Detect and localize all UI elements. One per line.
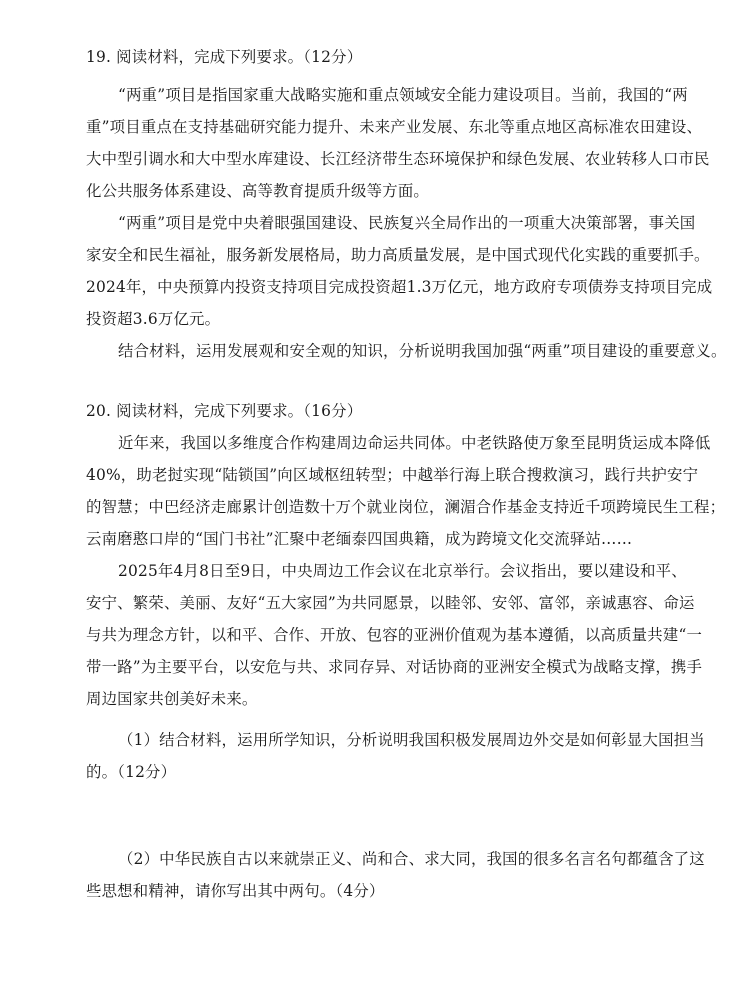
q20-para2-line: 带一路”为主要平台，以安危与共、求同存异、对话协商的亚洲安全模式为战略支撑，携手 (86, 658, 703, 676)
q20-subquestion-2: （2）中华民族自古以来就崇正义、尚和合、求大同，我国的很多名言名句都蕴含了这 (118, 850, 705, 868)
q19-task: 结合材料，运用发展观和安全观的知识，分析说明我国加强“两重”项目建设的重要意义。 (118, 342, 727, 360)
q19-para2-line: “两重”项目是党中央着眼强国建设、民族复兴全局作出的一项重大决策部署，事关国 (118, 214, 696, 232)
q19-para1-line: 化公共服务体系建设、高等教育提质升级等方面。 (86, 182, 429, 200)
q19-para1-line: 大中型引调水和大中型水库建设、长江经济带生态环境保护和绿色发展、农业转移人口市民 (86, 150, 710, 168)
q19-para2-line: 投资超3.6万亿元。 (86, 310, 221, 328)
q20-subquestion-1: （1）结合材料，运用所学知识，分析说明我国积极发展周边外交是如何彰显大国担当 (118, 731, 705, 749)
q19-para1-line: 重”项目重点在支持基础研究能力提升、未来产业发展、东北等重点地区高标准农田建设、 (86, 118, 703, 136)
q20-subquestion-1-cont: 的。（12分） (86, 763, 177, 781)
q20-para2-line: 与共为理念方针，以和平、合作、开放、包容的亚洲价值观为基本遵循，以高质量共建“一 (86, 626, 703, 644)
q19-para2-line: 家安全和民生福祉，服务新发展格局，助力高质量发展，是中国式现代化实践的重要抓手。 (86, 246, 710, 264)
q20-para2-line: 2025年4月8日至9日，中央周边工作会议在北京举行。会议指出，要以建设和平、 (118, 562, 687, 580)
question-20-heading: 20. 阅读材料，完成下列要求。（16分） (86, 402, 363, 420)
q20-para1-line: 近年来，我国以多维度合作构建周边命运共同体。中老铁路使万象至昆明货运成本降低 (118, 434, 711, 452)
q20-para2-line: 安宁、繁荣、美丽、友好“五大家园”为共同愿景，以睦邻、安邻、富邻，亲诚惠容、命运 (86, 594, 695, 612)
q20-subquestion-2-cont: 些思想和精神，请你写出其中两句。（4分） (86, 882, 385, 900)
q19-para1-line: “两重”项目是指国家重大战略实施和重点领域安全能力建设项目。当前，我国的“两 (118, 86, 688, 104)
q19-para2-line: 2024年，中央预算内投资支持项目完成投资超1.3万亿元，地方政府专项债券支持项目完成 (86, 278, 713, 296)
q20-para1-line: 40%，助老挝实现“陆锁国”向区域枢纽转型；中越举行海上联合搜救演习，践行共护安宁 (86, 466, 699, 484)
question-19-heading: 19. 阅读材料，完成下列要求。（12分） (86, 48, 363, 66)
q20-para1-line: 的智慧；中巴经济走廊累计创造数十万个就业岗位，澜湄合作基金支持近千项跨境民生工程； (86, 498, 726, 516)
q20-para2-line: 周边国家共创美好未来。 (86, 690, 258, 708)
q20-para1-line: 云南磨憨口岸的“国门书社”汇聚中老缅泰四国典籍，成为跨境文化交流驿站…… (86, 530, 633, 548)
